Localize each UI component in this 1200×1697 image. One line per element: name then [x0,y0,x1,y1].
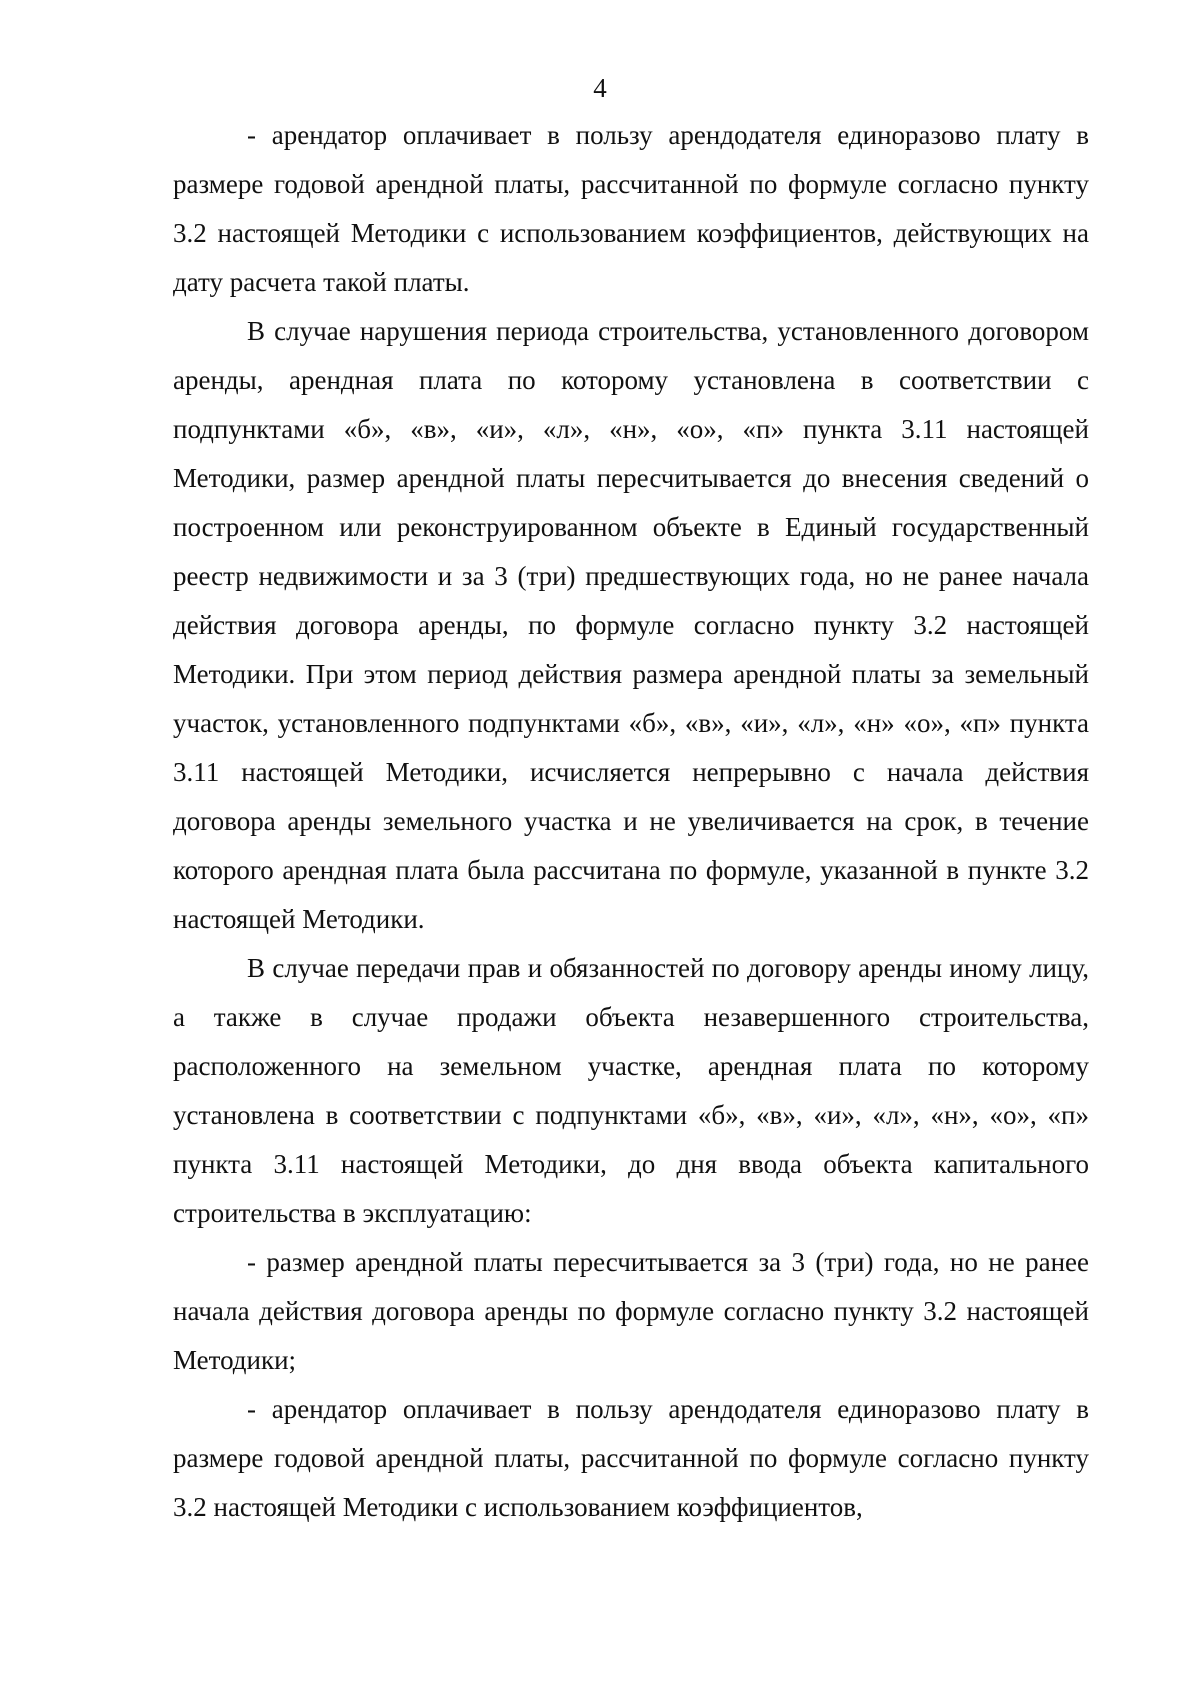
document-body [173,111,1089,1532]
paragraph-construction-violation: В случае нарушения периода строительства, установленного договором аренды, арендная плата по которому установлена в соответствии с подпунктами «б», «в», «и», «л», «н», «о», «п» пункта 3.11 настоящей Методики, размер арендной платы пересчитывается до внесения сведений о построенном или реконструированном объекте в Единый государственный реестр недвижимости и за 3 (три) предшествующих года, но не ранее начала действия договора аренды, по формуле согласно пункту 3.2 настоящей Методики. При этом период действия размера арендной платы за земельный участок, установленного подпунктами «б», «в», «и», «л», «н» «о», «п» пункта 3.11 настоящей Методики, исчисляется непрерывно с начала действия договора аренды земельного участка и не увеличивается на срок, в течение которого арендная плата была рассчитана по формуле, указанной в пункте 3.2 настоящей Методики. [173,316,1089,934]
page-number: 4 [593,73,607,103]
paragraph-payment-once: - арендатор оплачивает в пользу арендодателя единоразово плату в размере годовой арендной платы, рассчитанной по формуле согласно пункту 3.2 настоящей Методики с использованием коэффициентов, действующих на дату расчета такой платы. [173,120,1089,297]
paragraph-rights-transfer: В случае передачи прав и обязанностей по договору аренды иному лицу, а также в случае продажи объекта незавершенного строительства, расположенного на земельном участке, арендная плата по которому установлена в соответствии с подпунктами «б», «в», «и», «л», «н», «о», «п» пункта 3.11 настоящей Методики, до дня ввода объекта капитального строительства в эксплуатацию: [173,953,1089,1228]
paragraph-payment-once-continued: - арендатор оплачивает в пользу арендодателя единоразово плату в размере годовой арендной платы, рассчитанной по формуле согласно пункту 3.2 настоящей Методики с использованием коэффициентов, [173,1394,1089,1522]
paragraph-recalculation: - размер арендной платы пересчитывается за 3 (три) года, но не ранее начала действия договора аренды по формуле согласно пункту 3.2 настоящей Методики; [173,1247,1089,1375]
